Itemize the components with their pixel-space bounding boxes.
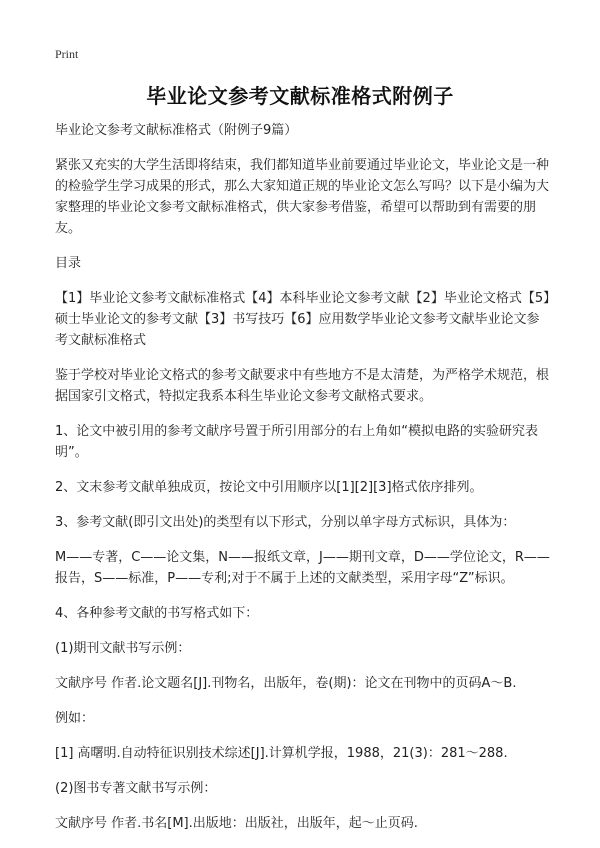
subtitle: 毕业论文参考文献标准格式（附例子9篇） bbox=[55, 123, 298, 138]
toc-list: 【1】毕业论文参考文献标准格式【4】本科毕业论文参考文献【2】毕业论文格式【5】硕士毕业论文的参考文献【3】书写技巧【6】应用数学毕业论文参考文献毕业论文参考文献标准格式 bbox=[55, 291, 550, 348]
paragraph: 4、各种参考文献的书写格式如下： bbox=[55, 606, 259, 621]
paragraph: 文献序号 作者.书名[M].出版地：出版社，出版年，起～止页码. bbox=[55, 816, 418, 831]
print-label[interactable]: Print bbox=[55, 47, 79, 61]
paragraph: 1、论文中被引用的参考文献序号置于所引用部分的右上角如“模拟电路的实验研究表明”。 bbox=[55, 424, 539, 460]
toc-heading: 目录 bbox=[55, 256, 82, 271]
paragraph: 2、文末参考文献单独成页，按论文中引用顺序以[1][2][3]格式依序排列。 bbox=[55, 480, 483, 495]
paragraph: M——专著，C——论文集，N——报纸文章，J——期刊文章，D——学位论文，R——报告，S——标准，P——专利;对于不属于上述的文献类型，采用字母“Z”标识。 bbox=[55, 550, 550, 586]
document-body bbox=[55, 120, 550, 848]
paragraph: 鉴于学校对毕业论文格式的参考文献要求中有些地方不是太清楚，为严格学术规范，根据国家引文格式，特拟定我系本科生毕业论文参考文献格式要求。 bbox=[55, 368, 550, 404]
paragraph: [1] 高曙明.自动特征识别技术综述[J].计算机学报，1988，21(3)：281～288. bbox=[55, 746, 508, 761]
paragraph: 例如： bbox=[55, 711, 95, 726]
intro-paragraph: 紧张又充实的大学生活即将结束，我们都知道毕业前要通过毕业论文，毕业论文是一种的检验学生学习成果的形式，那么大家知道正规的毕业论文怎么写吗？以下是小编为大家整理的毕业论文参考文献标准格式，供大家参考借鉴，希望可以帮助到有需要的朋友。 bbox=[55, 158, 550, 236]
paragraph: 3、参考文献(即引文出处)的类型有以下形式，分别以单字母方式标识，具体为： bbox=[55, 515, 516, 530]
page-title: 毕业论文参考文献标准格式附例子 bbox=[146, 84, 454, 108]
paragraph: (1)期刊文献书写示例： bbox=[55, 641, 191, 656]
paragraph: 文献序号 作者.论文题名[J].刊物名，出版年，卷(期)：论文在刊物中的页码A～B. bbox=[55, 676, 517, 691]
paragraph: (2)图书专著文献书写示例： bbox=[55, 781, 217, 796]
